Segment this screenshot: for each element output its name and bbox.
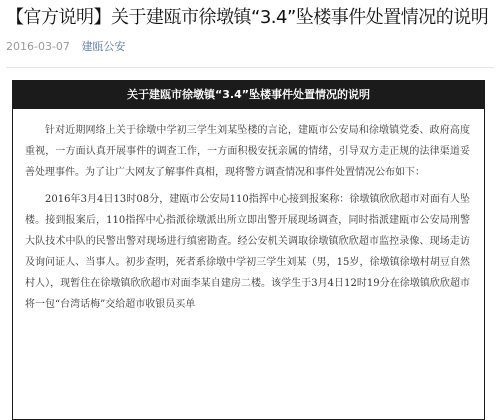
header-divider [6, 67, 494, 68]
publish-date: 2016-03-07 [6, 40, 70, 53]
notice-paragraph-2: 2016年3月4日13时08分，建瓯市公安局110指挥中心接到报案称：徐墩镇欣欣超市对面有人坠楼。接到报案后，110指挥中心指派徐墩派出所立即出警开展现场调查，同时指派建瓯市公安局刑警大队技术中队的民警出警对现场进行缜密勘查。经公安机关调取徐墩镇欣欣超市监控录像、现场走访及询问证人、当事人。初步查明，死者系徐墩中学初三学生刘某（男，15岁，徐墩镇徐墩村胡豆自然村人），现暂住在徐墩镇欣欣超市对面李某自建房二楼。该学生于3月4日12时19分在徐墩镇欣欣超市将一包“台湾话梅”交给超市收银员买单 [25, 194, 470, 310]
article-meta [6, 39, 125, 55]
source-link[interactable]: 建瓯公安 [81, 40, 126, 53]
notice-body [13, 109, 484, 315]
article-title: 【官方说明】关于建瓯市徐墩镇“3.4”坠楼事件处置情况的说明 [6, 7, 489, 28]
notice-paragraph-1: 针对近期网络上关于徐墩中学初三学生刘某坠楼的言论，建瓯市公安局和徐墩镇党委、政府高度重视，一方面认真开展事件的调查工作，一方面积极安抚亲属的情绪，引导双方走正规的法律渠道妥善处理事件。为了让广大网友了解事件真相，现将警方调查情况和事件处置情况公布如下： [25, 125, 470, 178]
notice-header: 关于建瓯市徐墩镇“3.4”坠楼事件处置情况的说明 [13, 81, 484, 109]
notice-card [12, 80, 485, 420]
